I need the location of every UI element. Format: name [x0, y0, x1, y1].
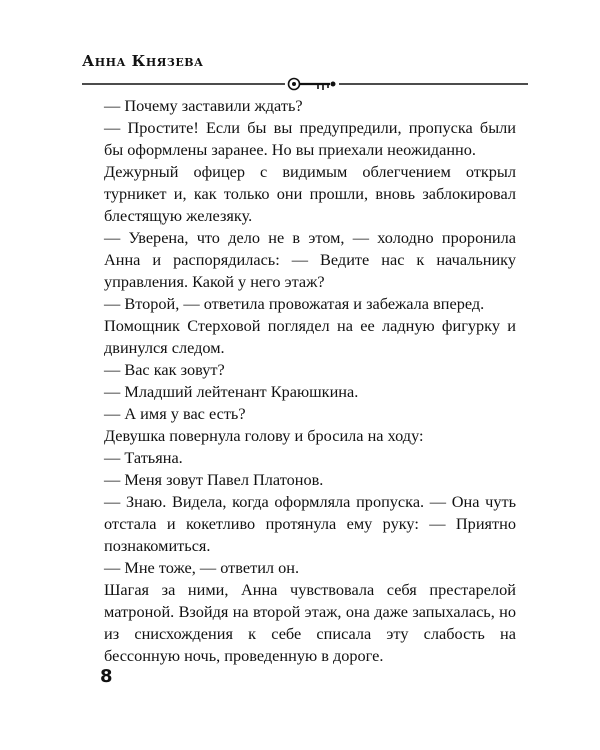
paragraph: — Второй, — ответила провожатая и забежала вперед. — [104, 294, 485, 313]
paragraph: — Мне тоже, — ответил он. — [104, 558, 300, 577]
paragraph: — А имя у вас есть? — [104, 404, 246, 423]
paragraph: — Вас как зовут? — [104, 360, 225, 379]
paragraph: Шагая за ними, Анна чувствовала себя престарелой матроной. Взойдя на второй этаж, она даже запыхалась, но из снисхождения к себе списала эту слабость на бессонную ночь, проведенную в дороге. — [104, 580, 516, 665]
page-number: 8 — [100, 666, 113, 687]
paragraph: — Уверена, что дело не в этом, — холодно проронила Анна и распорядилась: — Ведите нас к начальнику управления. Какой у него этаж? — [104, 228, 516, 291]
body-text — [104, 95, 516, 667]
paragraph: — Татьяна. — [104, 448, 183, 467]
header-rule — [80, 75, 530, 93]
paragraph: — Простите! Если бы вы предупредили, пропуска были бы оформлены заранее. Но вы приехали неожиданно. — [104, 118, 516, 159]
paragraph: — Почему заставили ждать? — [104, 96, 303, 115]
paragraph: Помощник Стерховой поглядел на ее ладную фигурку и двинулся следом. — [104, 316, 516, 357]
paragraph: Дежурный офицер с видимым облегчением открыл турникет и, как только они прошли, вновь заблокировал блестящую железяку. — [104, 162, 516, 225]
paragraph: Девушка повернула голову и бросила на ходу: — [104, 426, 424, 445]
running-head-author: Анна Князева — [82, 52, 204, 70]
paragraph: — Знаю. Видела, когда оформляла пропуска. — Она чуть отстала и кокетливо протянула ему руку: — Приятно познакомиться. — [104, 492, 516, 555]
key-icon — [285, 77, 339, 91]
paragraph: — Меня зовут Павел Платонов. — [104, 470, 324, 489]
paragraph: — Младший лейтенант Краюшкина. — [104, 382, 359, 401]
